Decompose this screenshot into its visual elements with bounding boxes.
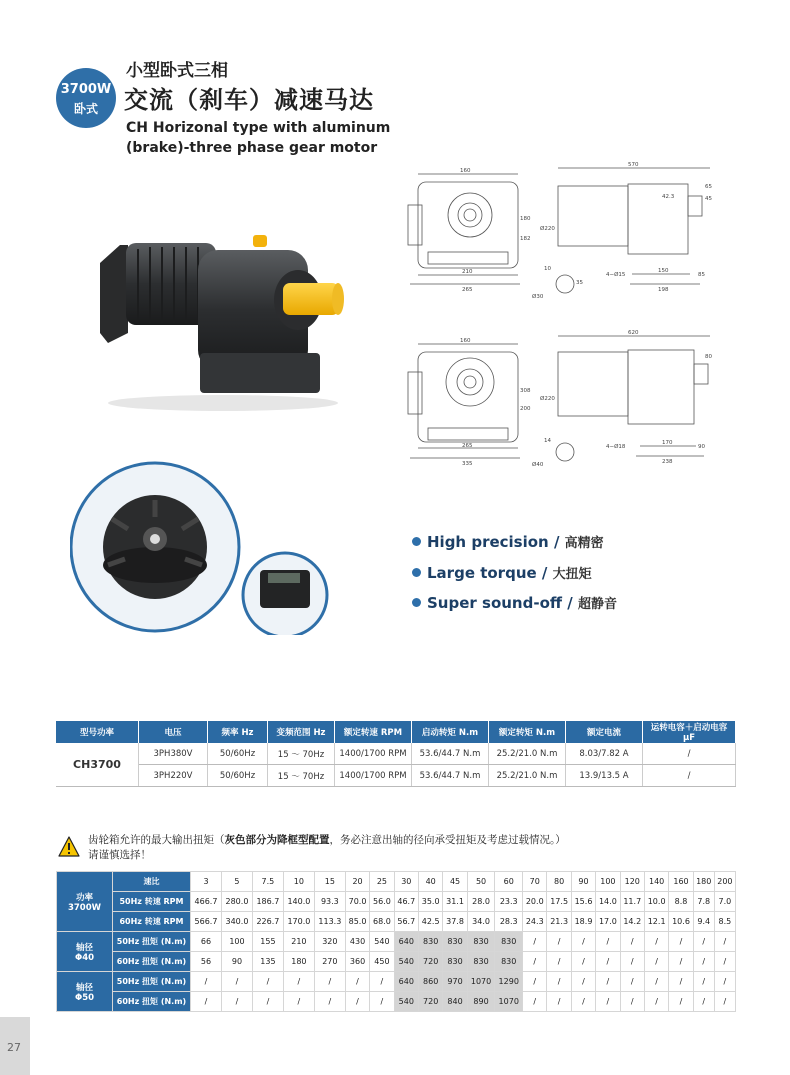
title-cn-line1: 小型卧式三相 [126, 61, 228, 81]
rpm50-label: 50Hz 转速 RPM [113, 892, 191, 912]
ratio-value: 7.5 [252, 872, 283, 892]
badge-power: 3700W [60, 82, 112, 97]
table-cell: 28.0 [467, 892, 495, 912]
title-cn-line2: 交流（刹车）减速马达 [124, 86, 374, 114]
dim-top-265: 265 [462, 287, 473, 293]
table-cell: / [714, 952, 735, 972]
table-cell: / [669, 952, 693, 972]
table-cell: / [571, 932, 595, 952]
ratio-value: 60 [495, 872, 523, 892]
table-cell: 42.5 [418, 912, 442, 932]
ratio-value: 160 [669, 872, 693, 892]
table-cell: / [314, 972, 345, 992]
ratio-value: 5 [221, 872, 252, 892]
table-cell: 24.3 [523, 912, 547, 932]
spec-cell: 53.6/44.7 N.m [412, 743, 489, 765]
table-cell: 640 [394, 932, 418, 952]
table-cell: 28.3 [495, 912, 523, 932]
ratio-value: 140 [644, 872, 668, 892]
table-cell: 23.3 [495, 892, 523, 912]
table-cell: 566.7 [191, 912, 222, 932]
title-en-line1: CH Horizonal type with aluminum [126, 120, 391, 136]
brake-and-rectifier-photo [70, 455, 330, 635]
table-cell: 840 [443, 992, 467, 1012]
table-cell: / [345, 992, 369, 1012]
dim-bot-308: 308 [520, 388, 531, 394]
table-cell: / [571, 952, 595, 972]
table-cell: / [669, 972, 693, 992]
ratio-value: 30 [394, 872, 418, 892]
table-cell: 210 [283, 932, 314, 952]
table-cell: / [523, 972, 547, 992]
table-cell: 890 [467, 992, 495, 1012]
table-cell: 450 [370, 952, 394, 972]
table-cell: 68.0 [370, 912, 394, 932]
table-cell: / [693, 972, 714, 992]
table-cell: 15.6 [571, 892, 595, 912]
table-cell: / [620, 992, 644, 1012]
spec-cell: 15 ～ 70Hz [268, 765, 335, 787]
table-cell: 12.1 [644, 912, 668, 932]
dim-top-42-3: 42.3 [662, 194, 675, 200]
table-cell: / [252, 972, 283, 992]
rpm60-label: 60Hz 转速 RPM [113, 912, 191, 932]
table-cell: 46.7 [394, 892, 418, 912]
spec-header: 额定电流 [566, 721, 643, 743]
table-cell: 226.7 [252, 912, 283, 932]
power-badge [56, 68, 116, 128]
dim-top-150: 150 [658, 268, 669, 274]
table-cell: / [314, 992, 345, 1012]
table-cell: 7.0 [714, 892, 735, 912]
table-cell: / [523, 932, 547, 952]
ratio-value: 3 [191, 872, 222, 892]
table-cell: 830 [495, 952, 523, 972]
dim-top-182: 182 [520, 236, 531, 242]
spec-header: 额定转矩 N.m [489, 721, 566, 743]
table-cell: 540 [394, 992, 418, 1012]
page-number-tab [0, 1017, 30, 1075]
spec-cell: 3PH380V [139, 743, 208, 765]
table-cell: / [221, 992, 252, 1012]
table-cell: 720 [418, 952, 442, 972]
feature-en: Large torque [427, 564, 537, 582]
spec-cell: 25.2/21.0 N.m [489, 743, 566, 765]
table-cell: 140.0 [283, 892, 314, 912]
table-cell: 34.0 [467, 912, 495, 932]
s50-t50-row [57, 972, 736, 992]
bullet-icon [412, 537, 421, 546]
ratio-value: 20 [345, 872, 369, 892]
table-cell: 360 [345, 952, 369, 972]
spec-header-row [56, 721, 736, 743]
dim-top-30: Ø30 [532, 294, 544, 300]
table-cell: 37.8 [443, 912, 467, 932]
table-cell: 8.5 [714, 912, 735, 932]
spec-header: 变频范围 Hz [268, 721, 335, 743]
spec-header: 额定转速 RPM [335, 721, 412, 743]
table-cell: / [620, 952, 644, 972]
dim-top-570: 570 [628, 162, 639, 168]
feature-en: Super sound-off [427, 594, 563, 612]
table-cell: 170.0 [283, 912, 314, 932]
table-cell: 280.0 [221, 892, 252, 912]
table-cell: / [523, 952, 547, 972]
t50-label: 50Hz 扭矩 (N.m) [113, 972, 191, 992]
dim-bot-14: 14 [544, 438, 551, 444]
spec-row [56, 743, 736, 765]
dim-top-180: 180 [520, 216, 531, 222]
table-cell: 720 [418, 992, 442, 1012]
table-cell: / [714, 992, 735, 1012]
table-cell: 186.7 [252, 892, 283, 912]
ratio-value: 70 [523, 872, 547, 892]
dimension-drawing [400, 160, 730, 480]
table-cell: 56.0 [370, 892, 394, 912]
table-cell: / [345, 972, 369, 992]
table-cell: / [191, 972, 222, 992]
table-cell: 540 [394, 952, 418, 972]
table-cell: 9.4 [693, 912, 714, 932]
table-cell: 860 [418, 972, 442, 992]
table-cell: / [547, 972, 571, 992]
dim-top-10: 10 [544, 266, 551, 272]
feature-item: High precision / 高精密 [412, 532, 604, 551]
spec-cell: 8.03/7.82 A [566, 743, 643, 765]
table-cell: 90 [221, 952, 252, 972]
spec-cell: / [643, 743, 736, 765]
s50-t60-row [57, 992, 736, 1012]
s40-t50-row [57, 932, 736, 952]
table-cell: 10.0 [644, 892, 668, 912]
spec-header: 运转电容＋启动电容 μF [643, 721, 736, 743]
table-cell: / [252, 992, 283, 1012]
table-cell: 11.7 [620, 892, 644, 912]
dim-bot-80: 80 [705, 354, 712, 360]
dim-bot-40: Ø40 [532, 462, 544, 468]
table-cell: 17.0 [596, 912, 620, 932]
dim-top-85: 85 [698, 272, 705, 278]
dim-top-35: 35 [576, 280, 583, 286]
table-cell: 14.2 [620, 912, 644, 932]
dim-bot-170: 170 [662, 440, 673, 446]
dim-top-45: 45 [705, 196, 712, 202]
table-cell: / [523, 992, 547, 1012]
spec-row [56, 765, 736, 787]
table-cell: 830 [467, 952, 495, 972]
ratio-value: 100 [596, 872, 620, 892]
feature-item: Super sound-off / 超静音 [412, 593, 617, 612]
table-cell: 85.0 [345, 912, 369, 932]
table-cell: 540 [370, 932, 394, 952]
table-cell: / [669, 932, 693, 952]
dim-bot-620: 620 [628, 330, 639, 336]
spec-cell: 25.2/21.0 N.m [489, 765, 566, 787]
power-cell: 功率 3700W [57, 872, 113, 932]
ratio-value: 90 [571, 872, 595, 892]
table-cell: 320 [314, 932, 345, 952]
ratio-value: 45 [443, 872, 467, 892]
table-cell: 70.0 [345, 892, 369, 912]
table-cell: 93.3 [314, 892, 345, 912]
table-cell: / [620, 932, 644, 952]
t60-label: 60Hz 扭矩 (N.m) [113, 992, 191, 1012]
table-cell: / [669, 992, 693, 1012]
table-cell: 35.0 [418, 892, 442, 912]
table-cell: 20.0 [523, 892, 547, 912]
spec-cell: 13.9/13.5 A [566, 765, 643, 787]
table-cell: 340.0 [221, 912, 252, 932]
ratio-value: 40 [418, 872, 442, 892]
table-cell: 830 [418, 932, 442, 952]
note-text: 齿轮箱允许的最大输出扭矩（ [88, 834, 225, 846]
torque-table [56, 871, 736, 1012]
table-cell: / [693, 992, 714, 1012]
page-number: 27 [7, 1041, 21, 1054]
table-cell: 1290 [495, 972, 523, 992]
table-cell: / [596, 932, 620, 952]
title-en-line2: (brake)-three phase gear motor [126, 140, 378, 156]
table-cell: 270 [314, 952, 345, 972]
spec-model: CH3700 [56, 743, 139, 787]
ratio-value: 15 [314, 872, 345, 892]
note-text: ，务必注意出轴的径向承受扭矩及考虑过载情况。） [329, 834, 566, 846]
spec-cell: 53.6/44.7 N.m [412, 765, 489, 787]
dim-top-220: Ø220 [540, 226, 555, 232]
rpm60-row [57, 912, 736, 932]
spec-cell: 50/60Hz [208, 743, 268, 765]
ratio-row [57, 872, 736, 892]
spec-header: 启动转矩 N.m [412, 721, 489, 743]
ratio-value: 50 [467, 872, 495, 892]
table-cell: / [596, 992, 620, 1012]
ratio-value: 10 [283, 872, 314, 892]
table-cell: 640 [394, 972, 418, 992]
dim-bot-160: 160 [460, 338, 471, 344]
t50-label: 50Hz 扭矩 (N.m) [113, 932, 191, 952]
dim-top-160: 160 [460, 168, 471, 174]
badge-mount: 卧式 [73, 102, 98, 116]
table-cell: / [547, 932, 571, 952]
table-cell: / [221, 972, 252, 992]
table-cell: 180 [283, 952, 314, 972]
spec-cell: 3PH220V [139, 765, 208, 787]
dim-bot-238: 238 [662, 459, 673, 465]
feature-item: Large torque / 大扭矩 [412, 563, 592, 582]
table-cell: / [620, 972, 644, 992]
table-cell: / [644, 972, 668, 992]
dim-bot-200: 200 [520, 406, 531, 412]
table-cell: 830 [443, 932, 467, 952]
spec-table [56, 721, 736, 787]
ratio-value: 120 [620, 872, 644, 892]
table-cell: 113.3 [314, 912, 345, 932]
gear-motor-photo [88, 225, 350, 415]
torque-note [88, 833, 728, 863]
ratio-value: 25 [370, 872, 394, 892]
table-cell: / [547, 992, 571, 1012]
note-line2: 请谨慎选择！ [88, 849, 151, 861]
spec-header: 电压 [139, 721, 208, 743]
table-cell: 830 [495, 932, 523, 952]
table-cell: 100 [221, 932, 252, 952]
table-cell: 7.8 [693, 892, 714, 912]
spec-cell: 1400/1700 RPM [335, 743, 412, 765]
table-cell: 155 [252, 932, 283, 952]
shaft50-cell: 轴径 Φ50 [57, 972, 113, 1012]
note-bold: 灰色部分为降框型配置 [224, 834, 330, 846]
table-cell: / [283, 992, 314, 1012]
table-cell: 31.1 [443, 892, 467, 912]
dim-bot-90: 90 [698, 444, 705, 450]
table-cell: / [644, 932, 668, 952]
ratio-value: 200 [714, 872, 735, 892]
spec-cell: 1400/1700 RPM [335, 765, 412, 787]
table-cell: / [596, 972, 620, 992]
s40-t60-row [57, 952, 736, 972]
table-cell: 466.7 [191, 892, 222, 912]
shaft40-cell: 轴径 Φ40 [57, 932, 113, 972]
dim-top-210: 210 [462, 269, 473, 275]
table-cell: / [370, 992, 394, 1012]
feature-cn: 超静音 [577, 597, 617, 612]
dim-top-65: 65 [705, 184, 712, 190]
table-cell: 66 [191, 932, 222, 952]
table-cell: / [370, 972, 394, 992]
feature-cn: 大扭矩 [552, 567, 592, 582]
bullet-icon [412, 598, 421, 607]
t60-label: 60Hz 扭矩 (N.m) [113, 952, 191, 972]
feature-en: High precision [427, 533, 549, 551]
table-cell: 17.5 [547, 892, 571, 912]
table-cell: 830 [443, 952, 467, 972]
table-cell: / [283, 972, 314, 992]
table-cell: 1070 [467, 972, 495, 992]
warning-icon [58, 836, 80, 858]
ratio-label: 速比 [113, 872, 191, 892]
table-cell: / [571, 992, 595, 1012]
table-cell: / [644, 992, 668, 1012]
ratio-value: 180 [693, 872, 714, 892]
table-cell: 18.9 [571, 912, 595, 932]
table-cell: 14.0 [596, 892, 620, 912]
table-cell: 1070 [495, 992, 523, 1012]
spec-cell: 50/60Hz [208, 765, 268, 787]
dim-top-198: 198 [658, 287, 669, 293]
dim-bot-4-18: 4−Ø18 [606, 444, 626, 450]
spec-header: 型号功率 [56, 721, 139, 743]
table-cell: 970 [443, 972, 467, 992]
table-cell: 56.7 [394, 912, 418, 932]
table-cell: / [547, 952, 571, 972]
ratio-value: 80 [547, 872, 571, 892]
title-en [126, 118, 406, 158]
table-cell: 830 [467, 932, 495, 952]
table-cell: / [191, 992, 222, 1012]
dim-bot-265: 265 [462, 443, 473, 449]
table-cell: / [693, 932, 714, 952]
rpm50-row [57, 892, 736, 912]
spec-header: 频率 Hz [208, 721, 268, 743]
feature-cn: 高精密 [564, 536, 604, 551]
table-cell: 135 [252, 952, 283, 972]
dim-bot-335: 335 [462, 461, 473, 467]
table-cell: 430 [345, 932, 369, 952]
dim-bot-220: Ø220 [540, 396, 555, 402]
table-cell: 21.3 [547, 912, 571, 932]
table-cell: / [714, 972, 735, 992]
table-cell: 10.6 [669, 912, 693, 932]
table-cell: / [714, 932, 735, 952]
table-cell: / [644, 952, 668, 972]
bullet-icon [412, 568, 421, 577]
table-cell: / [693, 952, 714, 972]
table-cell: / [596, 952, 620, 972]
table-cell: 8.8 [669, 892, 693, 912]
spec-cell: 15 ～ 70Hz [268, 743, 335, 765]
dim-top-4-15: 4−Ø15 [606, 272, 626, 278]
spec-cell: / [643, 765, 736, 787]
table-cell: 56 [191, 952, 222, 972]
table-cell: / [571, 972, 595, 992]
